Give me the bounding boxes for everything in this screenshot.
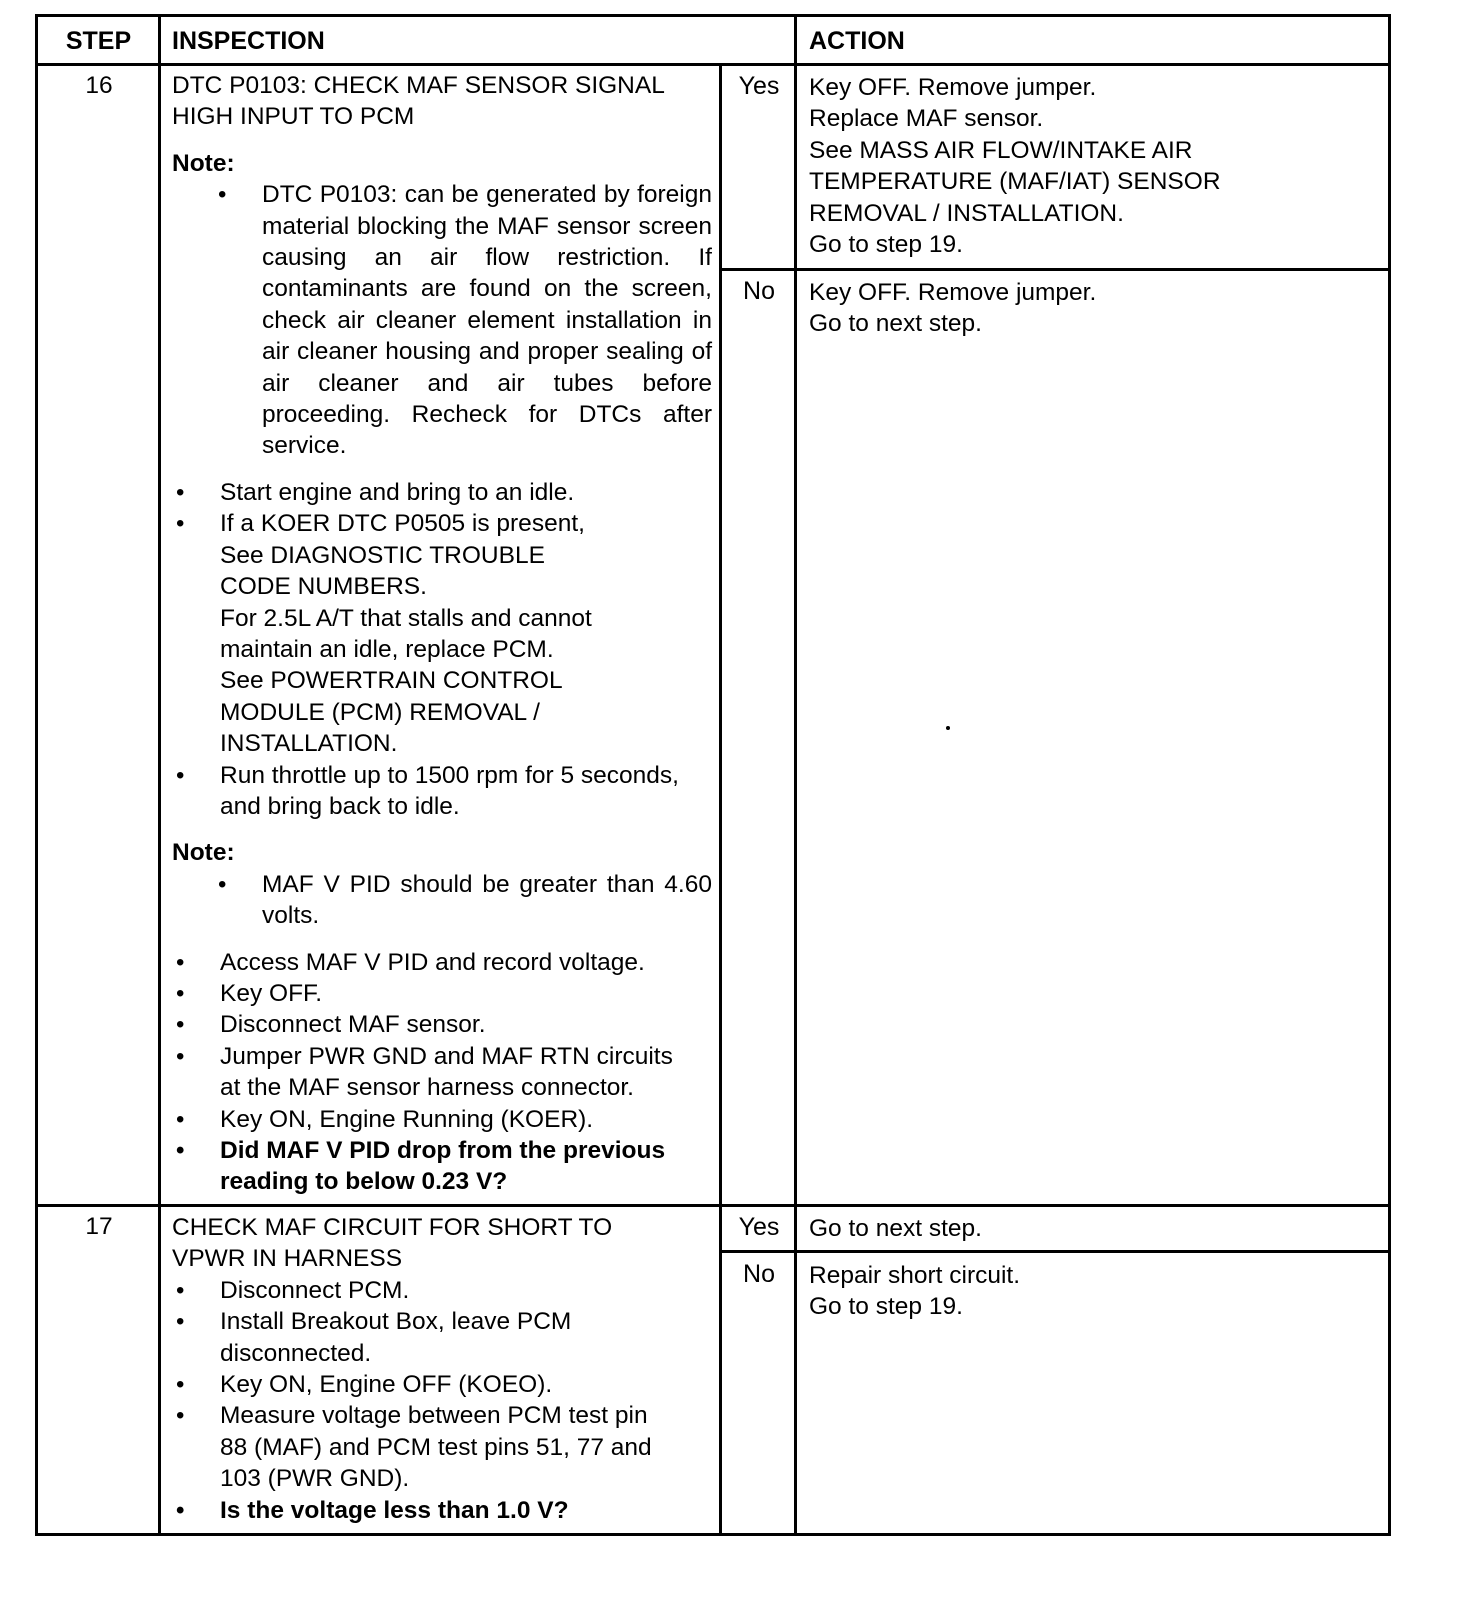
bullet-disconnect-pcm: • Disconnect PCM. bbox=[172, 1275, 712, 1306]
koer-line: See POWERTRAIN CONTROL bbox=[220, 667, 563, 695]
header-action: ACTION bbox=[809, 27, 905, 55]
step16-yes-action bbox=[809, 72, 1379, 260]
step16-throttle bbox=[172, 760, 712, 823]
step16-no-action bbox=[809, 277, 1379, 340]
step16-bullets-a bbox=[172, 477, 712, 540]
step17-no-action bbox=[809, 1260, 1379, 1323]
bullet-koer-dtc: • If a KOER DTC P0505 is present, bbox=[172, 508, 712, 539]
bullet-koeo: • Key ON, Engine OFF (KOEO). bbox=[172, 1369, 712, 1400]
row-divider bbox=[38, 1204, 1388, 1207]
action-line: Replace MAF sensor. bbox=[809, 105, 1044, 133]
step16-no-label: No bbox=[743, 277, 775, 305]
action-line: Repair short circuit. bbox=[809, 1262, 1021, 1289]
koer-line: INSTALLATION. bbox=[220, 730, 398, 758]
step16-inspection bbox=[172, 70, 712, 1198]
jumper-line2: at the MAF sensor harness connector. bbox=[220, 1074, 634, 1102]
note-label: Note: bbox=[172, 839, 235, 867]
step17-yes-divider bbox=[719, 1250, 1388, 1253]
step17-inspection bbox=[172, 1212, 712, 1526]
measure-line: Measure voltage between PCM test pin bbox=[220, 1402, 648, 1430]
step17-yes-label: Yes bbox=[738, 1213, 780, 1241]
koer-line: MODULE (PCM) REMOVAL / bbox=[220, 698, 540, 726]
koer-line: See DIAGNOSTIC TROUBLE bbox=[220, 541, 545, 569]
throttle-line2: and bring back to idle. bbox=[220, 792, 460, 820]
measure-line: 88 (MAF) and PCM test pins 51, 77 and bbox=[220, 1433, 652, 1461]
note-list bbox=[172, 179, 712, 462]
step-number: 16 bbox=[85, 72, 113, 99]
action-line: Key OFF. Remove jumper. bbox=[809, 279, 1097, 306]
bullet-key-off: • Key OFF. bbox=[172, 978, 712, 1009]
action-line: Go to step 19. bbox=[809, 1293, 963, 1321]
koer-line: CODE NUMBERS. bbox=[220, 573, 427, 601]
action-line: TEMPERATURE (MAF/IAT) SENSOR bbox=[809, 168, 1221, 196]
step16-title-line2: HIGH INPUT TO PCM bbox=[172, 103, 415, 131]
koer-dtc-details bbox=[172, 540, 712, 760]
note-text: • MAF V PID should be greater than 4.60 volts. bbox=[214, 869, 712, 932]
step16-title-line1: DTC P0103: CHECK MAF SENSOR SIGNAL bbox=[172, 72, 665, 99]
action-line: REMOVAL / INSTALLATION. bbox=[809, 199, 1124, 227]
bullet-throttle bbox=[172, 760, 712, 823]
koer-line: For 2.5L A/T that stalls and cannot bbox=[220, 604, 592, 632]
action-line: Key OFF. Remove jumper. bbox=[809, 74, 1097, 101]
step17-yes-action bbox=[809, 1213, 1379, 1244]
note-label: Note: bbox=[172, 149, 235, 177]
bullet-breakout-box bbox=[172, 1306, 712, 1369]
koer-line: maintain an idle, replace PCM. bbox=[220, 635, 554, 663]
action-line: See MASS AIR FLOW/INTAKE AIR bbox=[809, 136, 1193, 164]
action-line: Go to next step. bbox=[809, 1215, 982, 1242]
bullet-access-pid: • Access MAF V PID and record voltage. bbox=[172, 947, 712, 978]
jumper-line1: Jumper PWR GND and MAF RTN circuits bbox=[220, 1042, 673, 1070]
diagnostic-table bbox=[35, 14, 1391, 1536]
bob-line1: Install Breakout Box, leave PCM bbox=[220, 1308, 572, 1336]
question-line2: reading to below 0.23 V? bbox=[220, 1168, 508, 1196]
action-line: Go to step 19. bbox=[809, 231, 963, 259]
bullet-question: • Is the voltage less than 1.0 V? bbox=[172, 1495, 712, 1526]
step16-yes-divider bbox=[719, 268, 1388, 271]
header-step: STEP bbox=[65, 27, 132, 55]
note-list bbox=[172, 869, 712, 932]
action-line: Go to next step. bbox=[809, 310, 982, 338]
throttle-line1: Run throttle up to 1500 rpm for 5 seconds, bbox=[220, 761, 679, 789]
bullet-jumper bbox=[172, 1041, 712, 1104]
step16-yes-label: Yes bbox=[738, 72, 780, 100]
question-line1: Did MAF V PID drop from the previous bbox=[220, 1137, 666, 1164]
scan-speck bbox=[946, 726, 950, 730]
bullet-koer: • Key ON, Engine Running (KOER). bbox=[172, 1104, 712, 1135]
bullet-question bbox=[172, 1135, 712, 1198]
measure-line: 103 (PWR GND). bbox=[220, 1465, 410, 1493]
step17-title-line2: VPWR IN HARNESS bbox=[172, 1245, 403, 1273]
bullet-start-engine: • Start engine and bring to an idle. bbox=[172, 477, 712, 508]
bullet-measure bbox=[172, 1400, 712, 1494]
col-divider-step bbox=[158, 17, 161, 1533]
header-inspection: INSPECTION bbox=[172, 27, 325, 55]
step17-no-label: No bbox=[743, 1260, 775, 1288]
step16-bullets-b bbox=[172, 947, 712, 1198]
note-text: • DTC P0103: can be generated by foreign material blocking the MAF sensor screen causing an air flow restriction. If contaminants are found on the screen, check air cleaner element installation in air cleaner housing and proper sealing of air cleaner and air tubes before proceeding. Recheck for DTCs after service. bbox=[214, 179, 712, 462]
step17-bullets bbox=[172, 1275, 712, 1526]
step17-title-line1: CHECK MAF CIRCUIT FOR SHORT TO bbox=[172, 1214, 613, 1241]
bob-line2: disconnected. bbox=[220, 1339, 372, 1367]
step-number: 17 bbox=[85, 1213, 113, 1240]
col-divider-action bbox=[794, 17, 797, 1533]
bullet-disconnect-maf: • Disconnect MAF sensor. bbox=[172, 1009, 712, 1040]
